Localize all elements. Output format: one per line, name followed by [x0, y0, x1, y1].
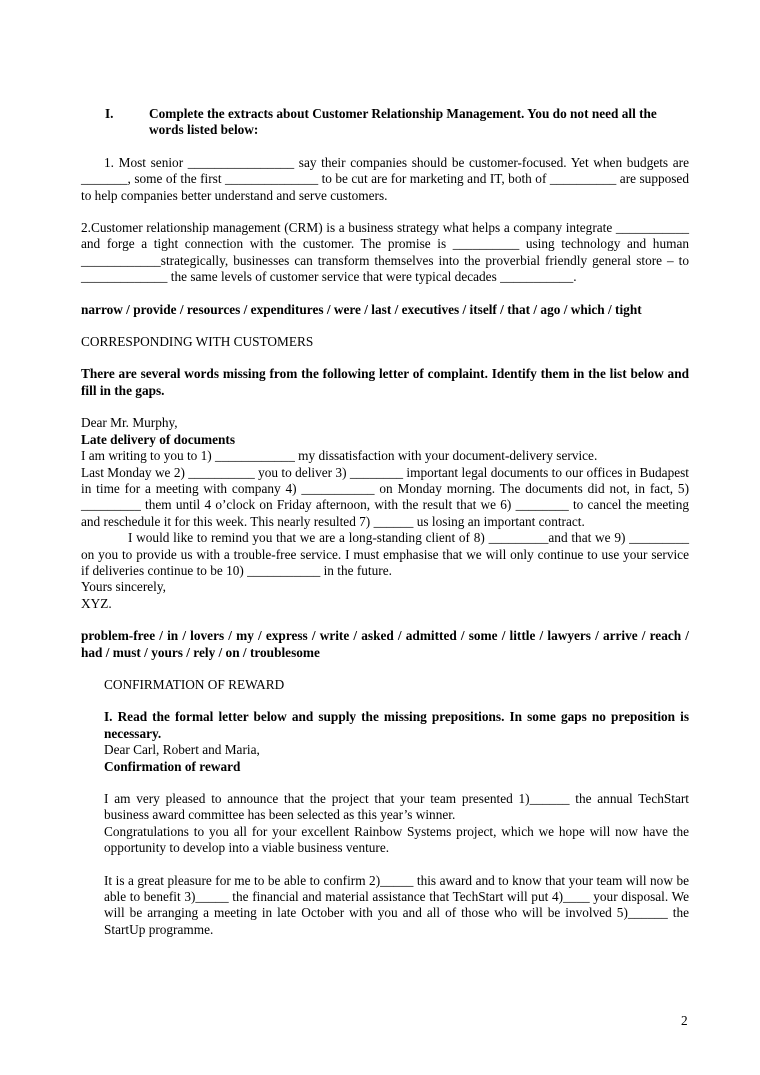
letter2-paragraph-2: Congratulations to you all for your excellent Rainbow Systems project, which we hope will now have the opportunity to develop into a viable business venture.: [104, 823, 689, 856]
section2-instruction: There are several words missing from the following letter of complaint. Identify them in the list below and fill in the gaps.: [81, 366, 689, 398]
section1-instruction-text: Complete the extracts about Customer Relationship Management. You do not need all the words listed below:: [149, 106, 657, 138]
letter1-signature: XYZ.: [81, 595, 112, 611]
section3: [81, 677, 689, 938]
letter2-paragraph-1: I am very pleased to announce that the project that your team presented 1)______ the annual TechStart business award committee has been selected as this year’s winner.: [104, 791, 689, 823]
crm-extract-1: 1. Most senior ________________ say their companies should be customer-focused. Yet when budgets are _______, some of the first ______________ to be cut are for marketing and IT, both of __________ are supposed to help companies better understand and serve customers.: [81, 154, 689, 203]
section1-number: I.: [105, 106, 114, 121]
letter1-closing: Yours sincerely,: [81, 579, 166, 595]
letter2-salutation: Dear Carl, Robert and Maria,: [104, 742, 260, 758]
section3-heading: CONFIRMATION OF REWARD: [104, 676, 285, 692]
letter1-paragraph-2: Last Monday we 2) __________ you to deliver 3) ________ important legal documents to our offices in Budapest in time for a meeting with company 4) ___________ on Monday morning. The documents did not, in fact, 5) _________ them until 4 o’clock on Friday afternoon, with the result that we 6) ________ to cancel the meeting and reschedule it for this week. This nearly resulted 7) ______ us losing an important contract.: [81, 464, 689, 529]
section3-instruction: I. Read the formal letter below and supply the missing prepositions. In some gaps no preposition is necessary.: [104, 709, 689, 741]
letter1-subject: Late delivery of documents: [81, 431, 235, 447]
section1-word-list: narrow / provide / resources / expenditures / were / last / executives / itself / that / ago / which / tight: [81, 301, 642, 317]
letter1-paragraph-3: I would like to remind you that we are a long-standing client of 8) _________and that we 9) _________ on you to provide us with a trouble-free service. I must emphasise that we will only continue to use your service if deliveries continue to be 10) ___________ in the future.: [81, 530, 689, 578]
page-content: [81, 106, 689, 938]
section2-heading: CORRESPONDING WITH CUSTOMERS: [81, 334, 314, 350]
crm-extract-2: 2.Customer relationship management (CRM) is a business strategy what helps a company integrate ___________ and forge a tight connection with the customer. The promise is __________ using technology and human ____________strategically, businesses can transform themselves into the proverbial friendly general store – to _____________ the same levels of customer service that were typical decades ___________.: [81, 220, 689, 285]
letter2-subject: Confirmation of reward: [104, 758, 241, 774]
letter1-salutation: Dear Mr. Murphy,: [81, 415, 178, 431]
section2-word-list: problem-free / in / lovers / my / express / write / asked / admitted / some / little / lawyers / arrive / reach / had / must / yours / rely / on / troublesome: [81, 628, 689, 660]
page-number: 2: [681, 1013, 688, 1028]
section1-instruction: [81, 106, 689, 139]
letter2-paragraph-3: It is a great pleasure for me to be able to confirm 2)_____ this award and to know that your team will now be able to benefit 3)_____ the financial and material assistance that TechStart will put 4)____ your disposal. We will be arranging a meeting in late October with you and all of those who will be involved 5)______ the StartUp programme.: [104, 872, 689, 937]
letter1-paragraph-1: I am writing to you to 1) ____________ my dissatisfaction with your document-delivery service.: [81, 448, 598, 464]
